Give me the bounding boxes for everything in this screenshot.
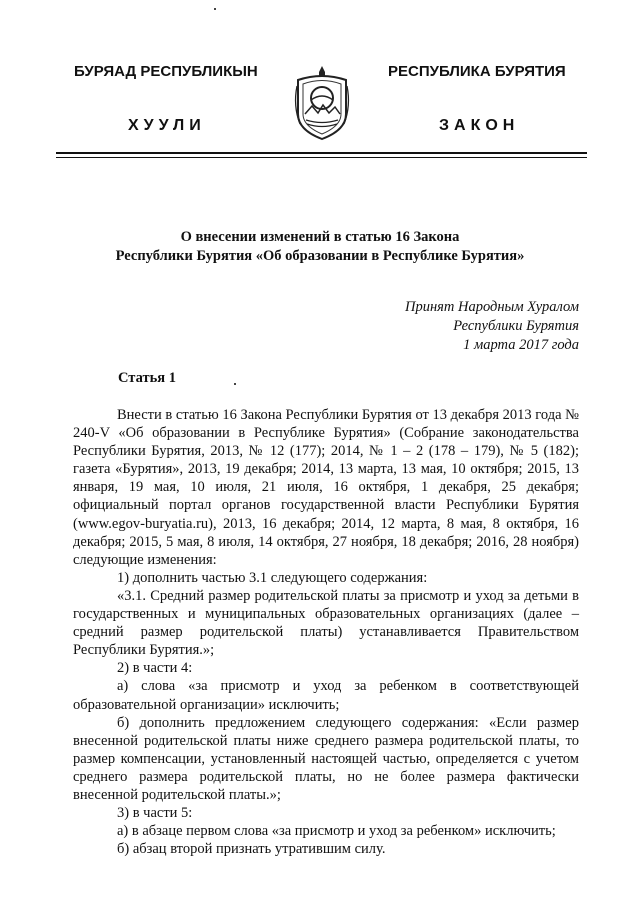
adoption-line2: Республики Бурятия [453, 318, 579, 334]
scan-speck [234, 383, 236, 385]
paragraph: «3.1. Средний размер родительской платы за присмотр и уход за детьми в государственных и муниципальных образовательных организациях (далее – средний размер родительской платы) устанавливается Правительством Республики Бурятия.»; [73, 587, 579, 659]
law-title-line1: О внесении изменений в статью 16 Закона [180, 229, 460, 245]
paragraph: 3) в части 5: [117, 805, 193, 822]
law-title-line2: Республики Бурятия «Об образовании в Республике Бурятия» [115, 248, 525, 264]
header-right-subtitle: ЗАКОН [439, 117, 520, 134]
paragraph: б) дополнить предложением следующего содержания: «Если размер внесенной родительской платы ниже среднего размера родительской платы, то размер компенсации, установленный настоящей частью, определяется с учетом среднего размера родительской платы, но не более размера фактически внесенной родительской платы.»; [73, 714, 579, 803]
article-body [73, 406, 579, 858]
header-rule-thin [56, 157, 587, 158]
paragraph: а) слова «за присмотр и уход за ребенком в соответствующей образовательной организации» исключить; [73, 678, 579, 713]
paragraph: а) в абзаце первом слова «за присмотр и уход за ребенком» исключить; [117, 823, 556, 840]
paragraph: б) абзац второй признать утратившим силу. [117, 841, 386, 858]
adoption-line3: 1 марта 2017 года [463, 337, 579, 353]
paragraph: Внести в статью 16 Закона Республики Бурятия от 13 декабря 2013 года № 240-V «Об образовании в Республике Бурятия» (Собрание законодательства Республики Бурятия, 2013, № 12 (177); 2014, № 1 – 2 (178 – 179), № 5 (182); газета «Бурятия», 2013, 19 декабря; 2014, 13 марта, 13 мая, 10 октября; 2015, 13 января, 19 мая, 10 июля, 21 июля, 16 октября, 1 декабря, 25 декабря; официальный портал органов государственной власти Республики Бурятия (www.egov-buryatia.ru), 2013, 16 декабря; 2014, 12 марта, 8 мая, 8 октября, 16 декабря; 2015, 5 мая, 8 июля, 14 октября, 27 ноября, 18 декабря; 2016, 28 ноября) следующие изменения: [73, 407, 579, 568]
paragraph: 1) дополнить частью 3.1 следующего содержания: [117, 569, 428, 586]
article-heading: Статья 1 [118, 370, 176, 386]
adoption-note [319, 298, 579, 355]
header-left-subtitle: ХУУЛИ [128, 117, 206, 134]
scan-speck [214, 8, 216, 10]
header-rule [56, 152, 587, 154]
header-right-title: РЕСПУБЛИКА БУРЯТИЯ [388, 63, 566, 80]
coat-of-arms-emblem [292, 64, 352, 142]
adoption-line1: Принят Народным Хуралом [404, 299, 579, 315]
header-left-title: БУРЯАД РЕСПУБЛИКЫН [74, 63, 258, 80]
paragraph: 2) в части 4: [117, 660, 193, 677]
